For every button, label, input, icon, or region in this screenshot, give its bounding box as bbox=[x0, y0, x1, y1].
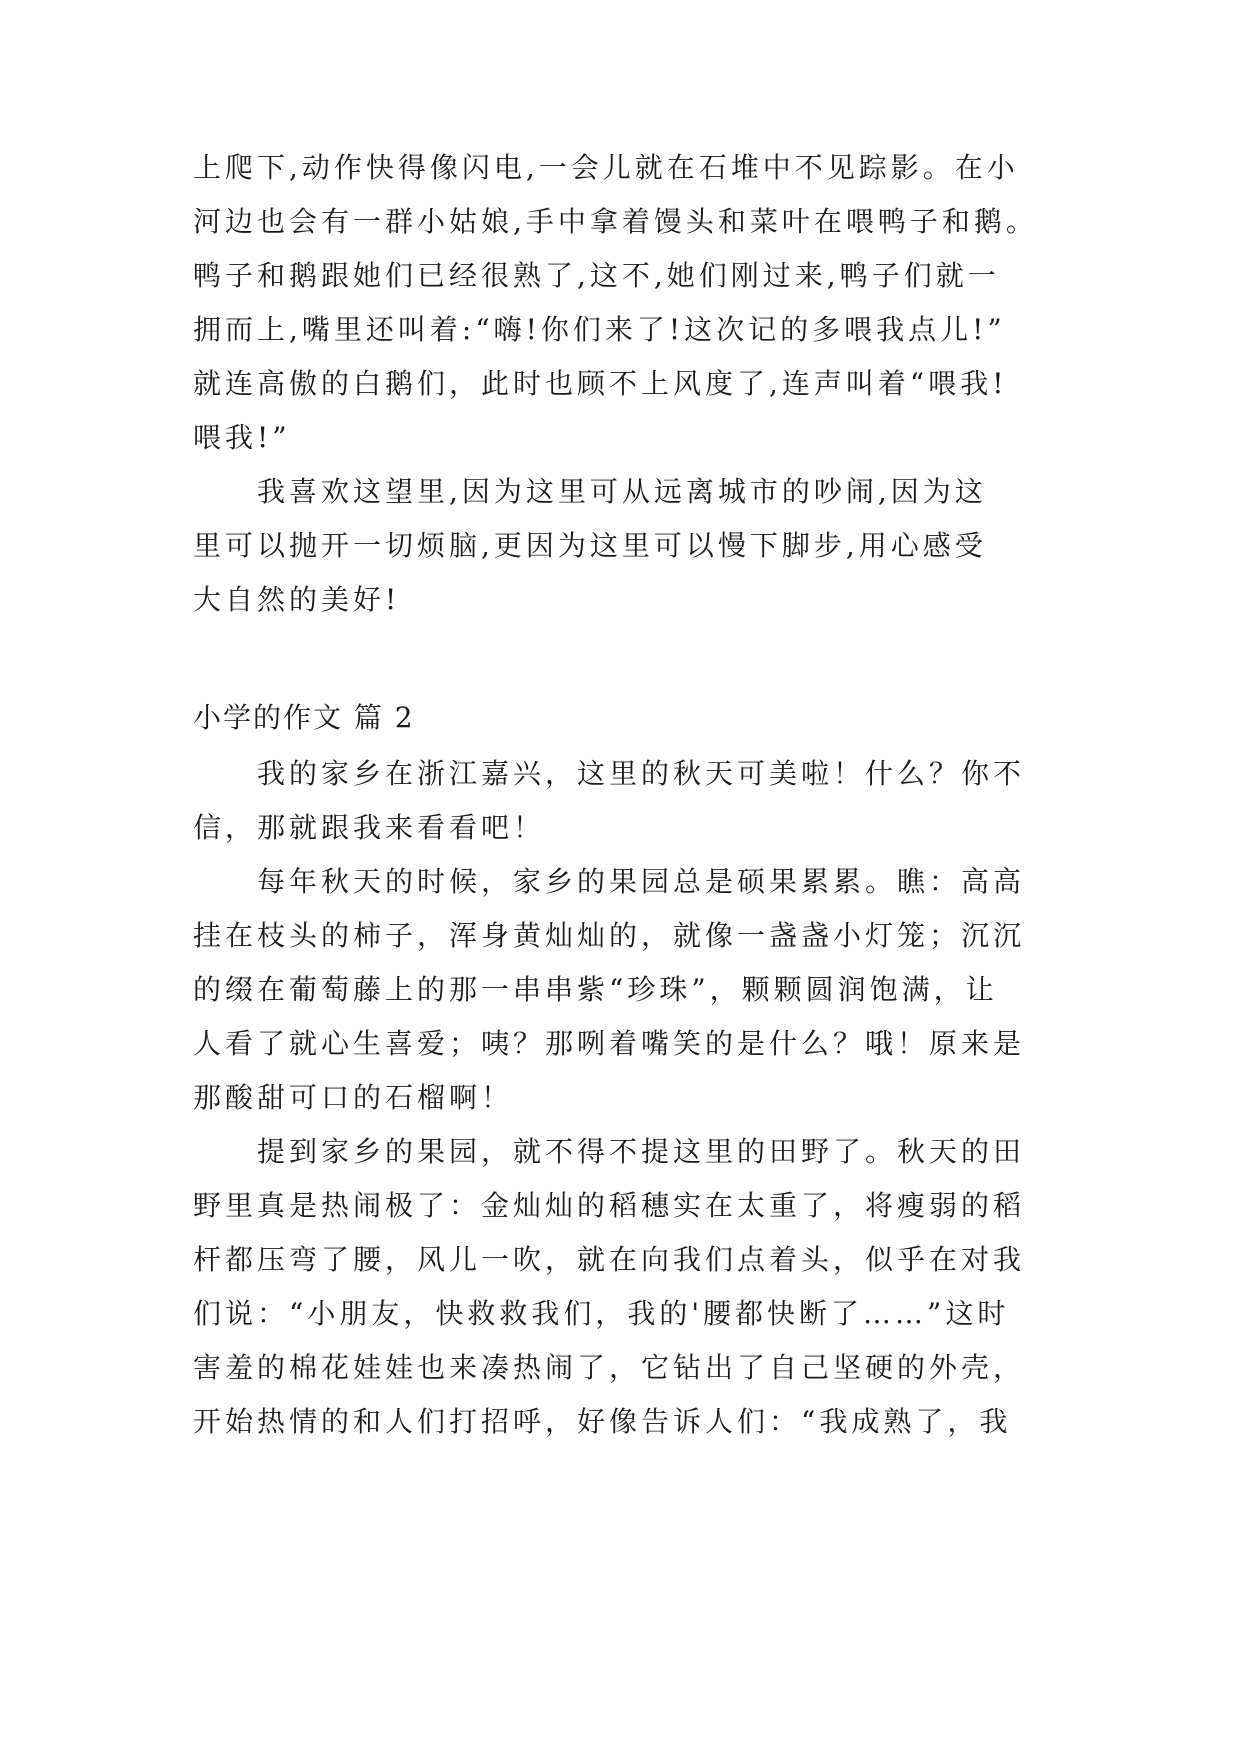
text-line: 人看了就心生喜爱；咦？那咧着嘴笑的是什么？哦！原来是 bbox=[193, 1027, 1026, 1060]
text-line: 就连高傲的白鹅们，此时也顾不上风度了,连声叫着“喂我! bbox=[193, 367, 1008, 400]
section-heading: 小学的作文 篇 2 bbox=[193, 701, 415, 734]
text-line: 们说：“小朋友，快救救我们，我的'腰都快断了……”这时 bbox=[193, 1297, 1010, 1330]
text-line: 害羞的棉花娃娃也来凑热闹了，它钻出了自己坚硬的外壳， bbox=[193, 1351, 1026, 1384]
text-line: 拥而上,嘴里还叫着:“嗨!你们来了!这次记的多喂我点儿!” bbox=[193, 313, 1006, 346]
text-line: 鸭子和鹅跟她们已经很熟了,这不,她们刚过来,鸭子们就一 bbox=[193, 259, 1000, 292]
text-line: 我喜欢这望里,因为这里可从远离城市的吵闹,因为这 bbox=[193, 475, 987, 508]
text-line: 大自然的美好! bbox=[193, 583, 401, 616]
text-line: 河边也会有一群小姑娘,手中拿着馒头和菜叶在喂鸭子和鹅。 bbox=[193, 205, 1038, 238]
text-line: 上爬下,动作快得像闪电,一会儿就在石堆中不见踪影。在小 bbox=[193, 151, 1019, 184]
text-line: 野里真是热闹极了：金灿灿的稻穗实在太重了，将瘦弱的稻 bbox=[193, 1189, 1026, 1222]
text-line: 提到家乡的果园，就不得不提这里的田野了。秋天的田 bbox=[193, 1135, 1026, 1168]
text-line: 杆都压弯了腰，风儿一吹，就在向我们点着头，似乎在对我 bbox=[193, 1243, 1026, 1276]
text-line: 开始热情的和人们打招呼，好像告诉人们：“我成熟了，我 bbox=[193, 1405, 1012, 1438]
text-line: 信，那就跟我来看看吧！ bbox=[193, 811, 546, 844]
text-line: 我的家乡在浙江嘉兴，这里的秋天可美啦！什么？你不 bbox=[193, 757, 1026, 790]
text-line: 每年秋天的时候，家乡的果园总是硕果累累。瞧：高高 bbox=[193, 865, 1026, 898]
text-line: 那酸甜可口的石榴啊！ bbox=[193, 1081, 514, 1114]
text-line: 的缀在葡萄藤上的那一串串紫“珍珠”，颗颗圆润饱满，让 bbox=[193, 973, 998, 1006]
text-line: 喂我!” bbox=[193, 421, 291, 454]
text-line: 挂在枝头的柿子，浑身黄灿灿的，就像一盏盏小灯笼；沉沉 bbox=[193, 919, 1026, 952]
text-line: 里可以抛开一切烦脑,更因为这里可以慢下脚步,用心感受 bbox=[193, 529, 987, 562]
